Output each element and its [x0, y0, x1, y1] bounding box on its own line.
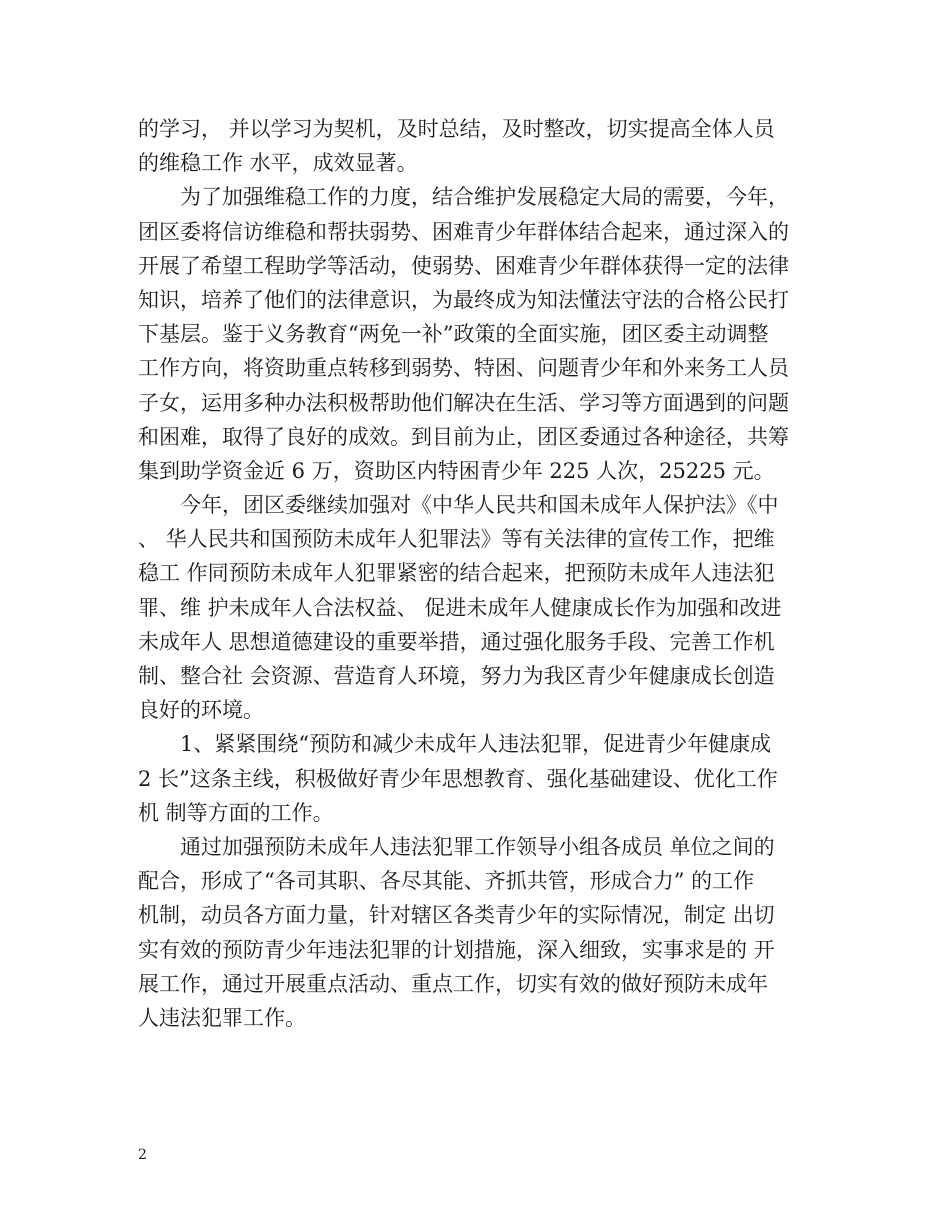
- text-line: 的学习， 并以学习为契机，及时总结，及时整改，切实提高全体人员: [138, 117, 775, 141]
- text-line: 罪、维 护未成年人合法权益、 促进未成年人健康成长作为加强和改进: [138, 595, 782, 620]
- text-line: 人违法犯罪工作。: [138, 1005, 306, 1030]
- text-line: 工作方向，将资助重点转移到弱势、特困、问题青少年和外来务工人员: [138, 356, 789, 381]
- body-text: [138, 112, 818, 1035]
- text-line: 知识，培养了他们的法律意识，为最终成为知法懂法守法的合格公民打: [138, 287, 789, 312]
- text-line: 未成年人 思想道德建设的重要举措，通过强化服务手段、完善工作机: [138, 629, 775, 654]
- text-line: 配合，形成了“各司其职、各尽其能、齐抓共管，形成合力” 的工作: [138, 869, 755, 894]
- text-line: 机制，动员各方面力量，针对辖区各类青少年的实际情况，制定 出切: [138, 903, 775, 928]
- text-line: 展工作，通过开展重点活动、重点工作，切实有效的做好预防未成年: [138, 971, 768, 996]
- paragraph-start-line: 为了加强维稳工作的力度，结合维护发展稳定大局的需要，今年，: [180, 185, 789, 210]
- paragraph-start-line: 1、紧紧围绕“预防和减少未成年人违法犯罪，促进青少年健康成: [180, 732, 772, 757]
- text-line: 2 长”这条主线，积极做好青少年思想教育、强化基础建设、优化工作: [138, 766, 778, 791]
- text-line: 开展了希望工程助学等活动，使弱势、困难青少年群体获得一定的法律: [138, 253, 789, 278]
- text-line: 的维稳工作 水平，成效显著。: [138, 151, 418, 176]
- text-line: 稳工 作同预防未成年人犯罪紧密的结合起来，把预防未成年人违法犯: [138, 561, 775, 586]
- text-line: 团区委将信访维稳和帮扶弱势、困难青少年群体结合起来，通过深入的: [138, 219, 789, 244]
- text-line: 制、整合社 会资源、营造育人环境，努力为我区青少年健康成长创造: [138, 664, 775, 688]
- text-line: 下基层。鉴于义务教育“两免一补”政策的全面实施，团区委主动调整: [138, 322, 769, 347]
- paragraph-start-line: 通过加强预防未成年人违法犯罪工作领导小组各成员 单位之间的: [180, 834, 775, 859]
- text-line: 集到助学资金近 6 万，资助区内特困青少年 225 人次，25225 元。: [138, 458, 775, 483]
- text-line: 实有效的预防青少年违法犯罪的计划措施，深入细致，实事求是的 开: [138, 937, 775, 962]
- paragraph-start-line: 今年，团区委继续加强对《中华人民共和国未成年人保护法》《中: [180, 493, 779, 518]
- page-number: 2: [138, 1147, 147, 1163]
- text-line: 良好的环境。: [138, 698, 264, 723]
- text-line: 子女，运用多种办法积极帮助他们解决在生活、学习等方面遇到的问题: [138, 390, 789, 415]
- text-line: 、 华人民共和国预防未成年人犯罪法》等有关法律的宣传工作，把维: [138, 527, 775, 552]
- text-line: 机 制等方面的工作。: [138, 800, 334, 825]
- text-line: 和困难，取得了良好的成效。到目前为止，团区委通过各种途径，共筹: [138, 424, 789, 449]
